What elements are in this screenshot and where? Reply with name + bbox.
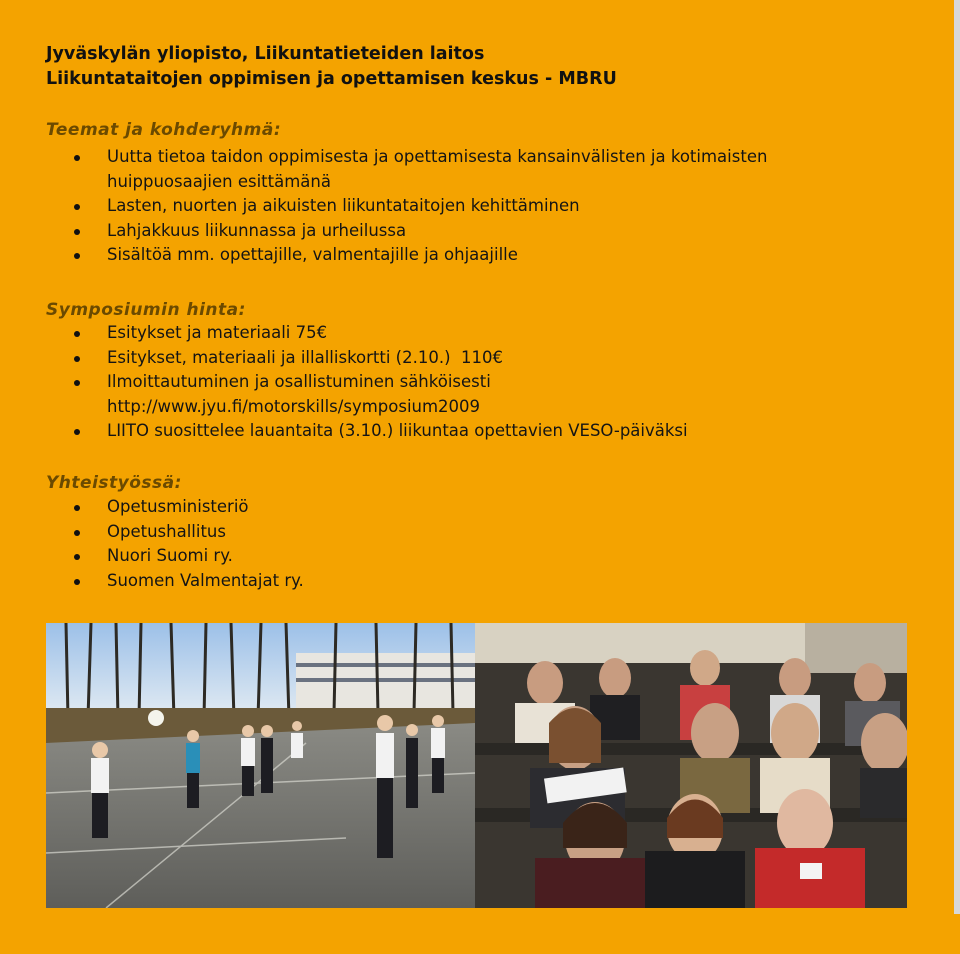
bullet-icon	[74, 380, 80, 386]
bullet-icon	[74, 579, 80, 585]
institution-line: Jyväskylän yliopisto, Liikuntatieteiden laitos	[46, 44, 485, 64]
bullet-icon	[74, 229, 80, 235]
bottom-band	[0, 914, 960, 954]
outdoor-sports-photo	[46, 623, 475, 908]
list-item: LIITO suosittelee lauantaita (3.10.) liikuntaa opettavien VESO-päiväksi	[62, 419, 688, 444]
list-item: Opetushallitus	[62, 520, 304, 545]
bullet-icon	[74, 204, 80, 210]
bullet-icon	[74, 356, 80, 362]
list-item: Sisältöä mm. opettajille, valmentajille ja ohjaajille	[62, 243, 767, 268]
list-item: Lasten, nuorten ja aikuisten liikuntataitojen kehittäminen	[62, 194, 767, 219]
list-item: Opetusministeriö	[62, 495, 304, 520]
symposium-url[interactable]: http://www.jyu.fi/motorskills/symposium2009	[107, 396, 481, 416]
lecture-hall-photo	[475, 623, 907, 908]
list-item: Nuori Suomi ry.	[62, 544, 304, 569]
list-item: Esitykset ja materiaali 75€	[62, 321, 688, 346]
list-item: Esitykset, materiaali ja illalliskortti (2.10.) 110€	[62, 346, 688, 371]
bullet-icon	[74, 429, 80, 435]
list-item: Ilmoittautuminen ja osallistuminen sähköisesti	[62, 370, 688, 395]
partners-title: Yhteistyössä:	[46, 473, 182, 493]
list-item: Lahjakkuus liikunnassa ja urheilussa	[62, 219, 767, 244]
bullet-icon	[74, 331, 80, 337]
list-item: Suomen Valmentajat ry.	[62, 569, 304, 594]
list-item: Uutta tietoa taidon oppimisesta ja opettamisesta kansainvälisten ja kotimaisten	[62, 145, 767, 170]
center-line: Liikuntataitojen oppimisen ja opettamisen keskus - MBRU	[46, 69, 617, 89]
themes-title: Teemat ja kohderyhmä:	[46, 120, 282, 140]
themes-list	[62, 145, 767, 268]
bullet-icon	[74, 530, 80, 536]
header	[46, 42, 617, 92]
price-list	[62, 321, 688, 444]
bullet-icon	[74, 253, 80, 259]
bullet-icon	[74, 505, 80, 511]
bullet-icon	[74, 155, 80, 161]
list-item-continuation: huippuosaajien esittämänä	[107, 171, 331, 191]
page-edge	[954, 0, 960, 954]
photo-strip	[46, 623, 907, 908]
bullet-icon	[74, 554, 80, 560]
price-title: Symposiumin hinta:	[46, 300, 246, 320]
list-item-continuation	[62, 395, 688, 420]
partners-list	[62, 495, 304, 593]
